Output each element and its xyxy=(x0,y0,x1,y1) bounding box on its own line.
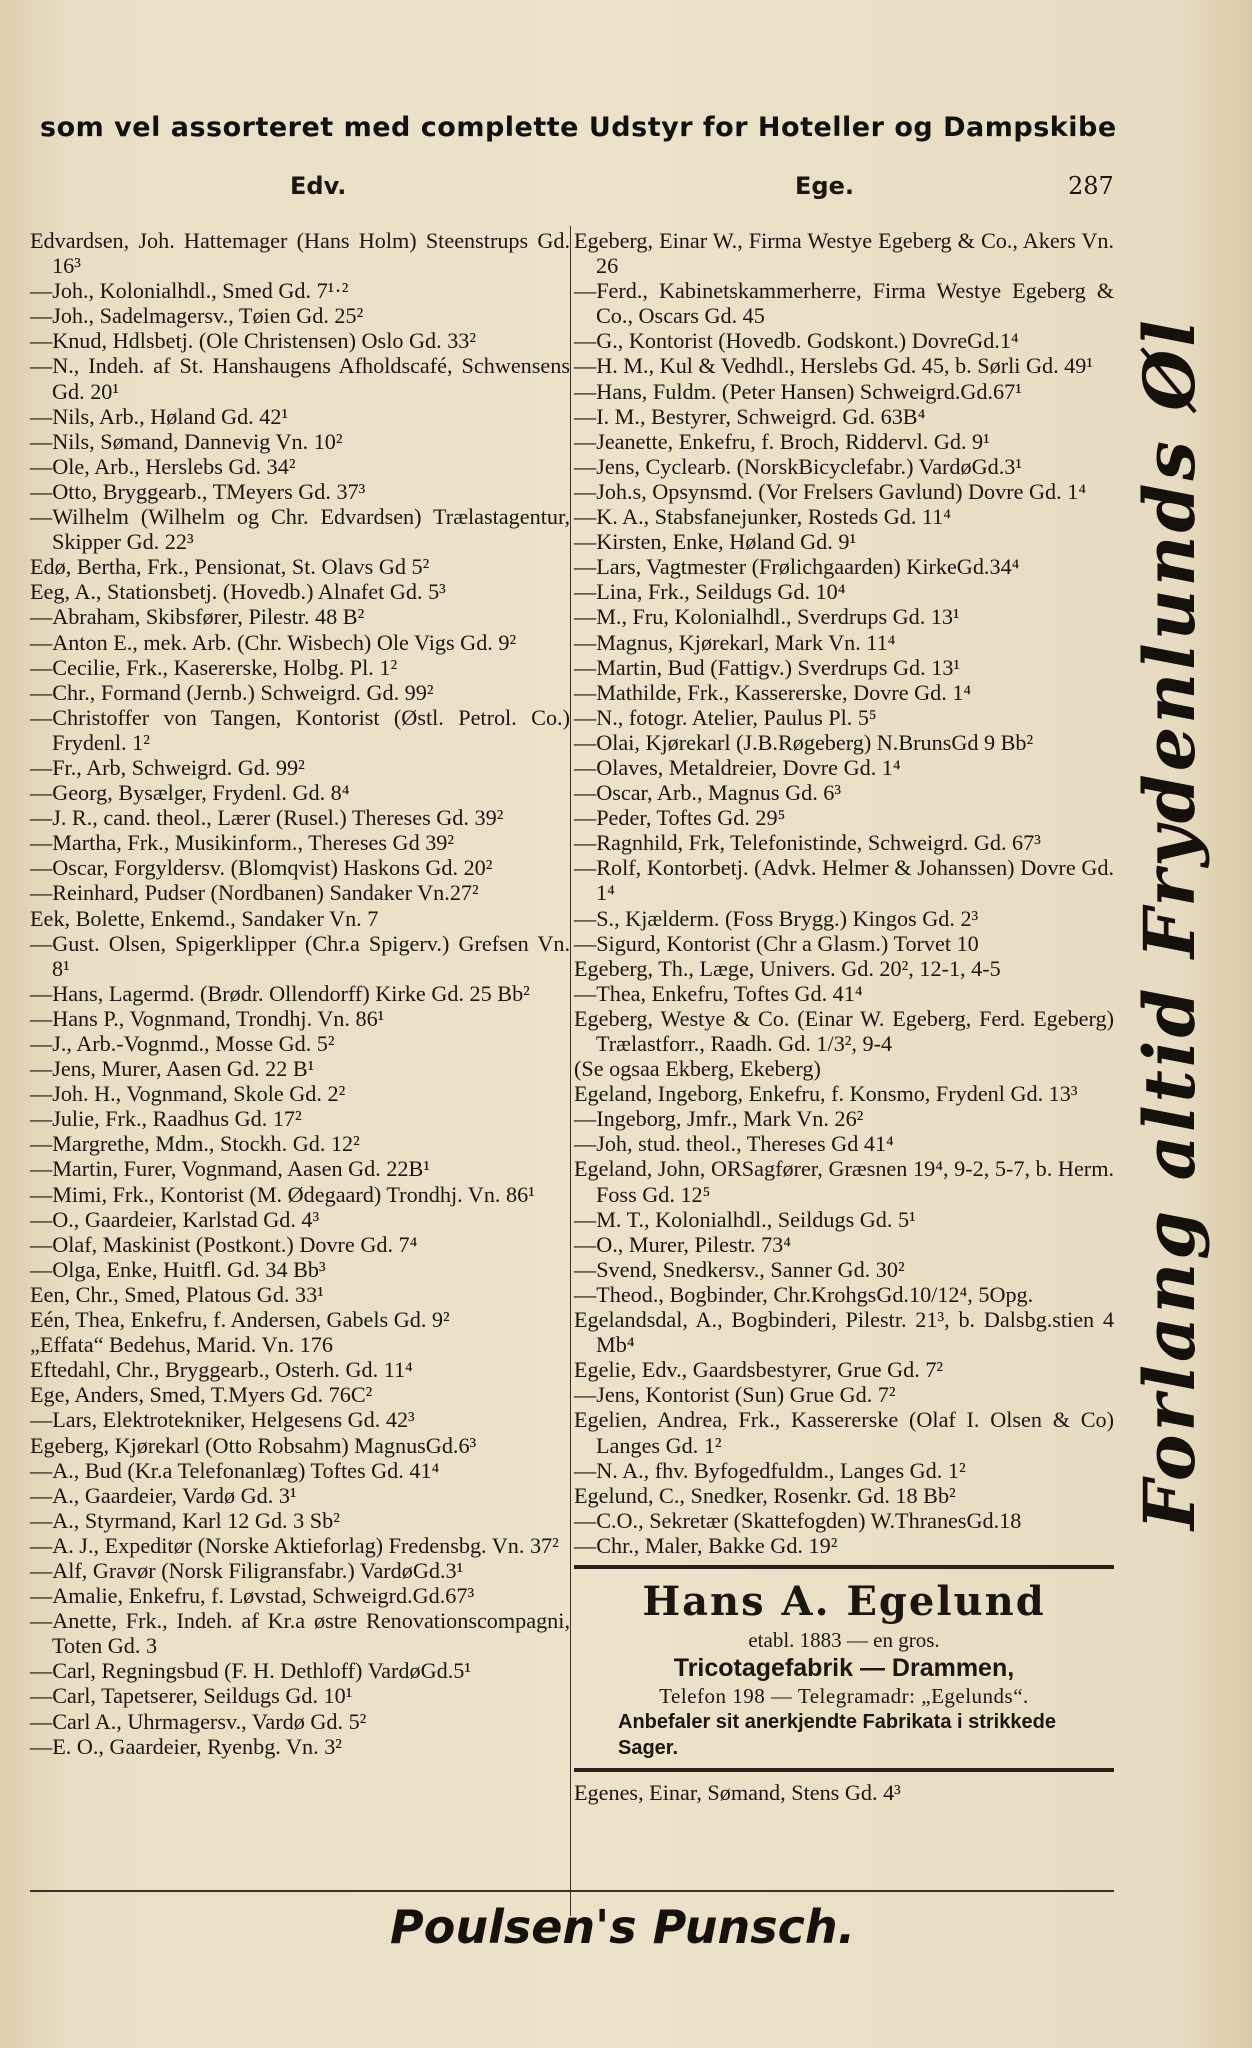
list-item: —Lars, Elektrotekniker, Helgesens Gd. 42³ xyxy=(30,1407,415,1433)
advert-factory: Tricotagefabrik — Drammen, xyxy=(673,1653,1015,1682)
list-item: —J., Arb.-Vognmd., Mosse Gd. 5² xyxy=(30,1031,335,1056)
list-item: „Effata“ Bedehus, Marid. Vn. 176 xyxy=(30,1332,333,1358)
list-item: —Sigurd, Kontorist (Chr a Glasm.) Torvet 10 xyxy=(574,930,979,956)
running-header-left: Edv. xyxy=(290,172,347,200)
list-item: —Svend, Snedkersv., Sanner Gd. 30² xyxy=(574,1256,905,1282)
list-item: —Jeanette, Enkefru, f. Broch, Riddervl. Gd. 9¹ xyxy=(574,428,990,454)
list-item: —J. R., cand. theol., Lærer (Rusel.) Thereses Gd. 39² xyxy=(30,805,504,831)
list-item: —Chr., Formand (Jernb.) Schweigrd. Gd. 99² xyxy=(30,679,434,705)
list-item: —E. O., Gaardeier, Ryenbg. Vn. 3² xyxy=(30,1733,342,1759)
list-item: —Joh.s, Opsynsmd. (Vor Frelsers Gavlund) Dovre Gd. 1⁴ xyxy=(574,478,1087,504)
advert-rule-bottom xyxy=(574,1768,1114,1772)
list-item: Egeland, John, ORSagfører, Græsnen 19⁴, 9-2, 5-7, b. Herm. Foss Gd. 12⁵ xyxy=(574,1156,1114,1207)
list-item: —Lars, Vagtmester (Frølichgaarden) KirkeGd.34⁴ xyxy=(574,554,1020,580)
right-column-entries xyxy=(574,228,1114,1558)
list-item: —Carl, Regningsbud (F. H. Dethloff) VardøGd.5¹ xyxy=(30,1658,471,1684)
list-item: Edvardsen, Joh. Hattemager (Hans Holm) Steenstrups Gd. 16³ xyxy=(30,228,570,279)
list-item: —Jens, Kontorist (Sun) Grue Gd. 7² xyxy=(574,1382,896,1408)
list-item: —Hans P., Vognmand, Trondhj. Vn. 86¹ xyxy=(30,1005,385,1031)
list-item: —M., Fru, Kolonialhdl., Sverdrups Gd. 13¹ xyxy=(574,604,960,630)
list-item: Egelund, C., Snedker, Rosenkr. Gd. 18 Bb² xyxy=(574,1482,956,1508)
list-item: Egeberg, Th., Læge, Univers. Gd. 20², 12-1, 4-5 xyxy=(574,955,1001,981)
left-column xyxy=(30,228,570,1759)
list-item: —Olai, Kjørekarl (J.B.Røgeberg) N.BrunsGd 9 Bb² xyxy=(574,729,1034,755)
advert-recommendation: Anbefaler sit anerkjendte Fabrikata i strikkede Sager. xyxy=(618,1710,1056,1759)
top-banner: som vel assorteret med complette Udstyr for Hoteller og Dampskibe xyxy=(40,112,1117,143)
advert-name: Hans A. Egelund xyxy=(642,1577,1046,1625)
list-item: —Joh. H., Vognmand, Skole Gd. 2² xyxy=(30,1081,346,1107)
list-item: —C.O., Sekretær (Skattefogden) W.ThranesGd.18 xyxy=(574,1507,1022,1533)
list-item: —Wilhelm (Wilhelm og Chr. Edvardsen) Trælastagentur, Skipper Gd. 22³ xyxy=(30,504,570,555)
list-item: —Chr., Maler, Bakke Gd. 19² xyxy=(574,1532,838,1558)
list-item: —Ragnhild, Frk, Telefonistinde, Schweigrd. Gd. 67³ xyxy=(574,830,1041,856)
list-item: Egenes, Einar, Sømand, Stens Gd. 4³ xyxy=(574,1779,901,1805)
list-item: —Joh, stud. theol., Thereses Gd 41⁴ xyxy=(574,1131,894,1157)
list-item: —Joh., Kolonialhdl., Smed Gd. 7¹·² xyxy=(30,278,349,304)
list-item: —Olaf, Maskinist (Postkont.) Dovre Gd. 7⁴ xyxy=(30,1231,418,1257)
list-item: —Hans, Lagermd. (Brødr. Ollendorff) Kirke Gd. 25 Bb² xyxy=(30,980,530,1006)
list-item: —K. A., Stabsfanejunker, Rosteds Gd. 11⁴ xyxy=(574,504,952,530)
list-item: —Anette, Frk., Indeh. af Kr.a østre Renovationscompagni, Toten Gd. 3 xyxy=(30,1608,570,1659)
egelund-advert xyxy=(574,1577,1114,1761)
list-item: —A., Styrmand, Karl 12 Gd. 3 Sb² xyxy=(30,1507,340,1533)
list-item: —Theod., Bogbinder, Chr.KrohgsGd.10/12⁴, 5Opg. xyxy=(574,1281,1034,1307)
list-item: —O., Gaardeier, Karlstad Gd. 4³ xyxy=(30,1206,320,1232)
list-item: —Margrethe, Mdm., Stockh. Gd. 12² xyxy=(30,1131,360,1157)
list-item: —Carl, Tapetserer, Seildugs Gd. 10¹ xyxy=(30,1683,353,1709)
list-item: Ege, Anders, Smed, T.Myers Gd. 76C² xyxy=(30,1382,373,1408)
list-item: —Martha, Frk., Musikinform., Thereses Gd 39² xyxy=(30,830,455,856)
advert-rule-top xyxy=(574,1565,1114,1569)
list-item: —Oscar, Arb., Magnus Gd. 6³ xyxy=(574,780,842,806)
list-item: —Fr., Arb, Schweigrd. Gd. 99² xyxy=(30,754,305,780)
list-item: —N., fotogr. Atelier, Paulus Pl. 5⁵ xyxy=(574,704,877,730)
list-item: —Mimi, Frk., Kontorist (M. Ødegaard) Trondhj. Vn. 86¹ xyxy=(30,1181,535,1207)
list-item: —Magnus, Kjørekarl, Mark Vn. 11⁴ xyxy=(574,629,896,655)
list-item: —Martin, Bud (Fattigv.) Sverdrups Gd. 13¹ xyxy=(574,654,961,680)
list-item: —Knud, Hdlsbetj. (Ole Christensen) Oslo Gd. 33² xyxy=(30,328,477,354)
list-item: —Christoffer von Tangen, Kontorist (Østl. Petrol. Co.) Frydenl. 1² xyxy=(30,704,570,755)
list-item: Eek, Bolette, Enkemd., Sandaker Vn. 7 xyxy=(30,905,379,931)
list-item: —M. T., Kolonialhdl., Seildugs Gd. 5¹ xyxy=(574,1206,916,1232)
list-item: —N., Indeh. af St. Hanshaugens Afholdscafé, Schwensens Gd. 20¹ xyxy=(30,353,570,404)
list-item: —Georg, Bysælger, Frydenl. Gd. 8⁴ xyxy=(30,780,350,806)
list-item: —Ferd., Kabinetskammerherre, Firma Westye Egeberg & Co., Oscars Gd. 45 xyxy=(574,278,1114,329)
list-item: —S., Kjælderm. (Foss Brygg.) Kingos Gd. 2³ xyxy=(574,905,979,931)
list-item: Egelie, Edv., Gaardsbestyrer, Grue Gd. 7² xyxy=(574,1357,944,1383)
list-item: —Oscar, Forgyldersv. (Blomqvist) Haskons Gd. 20² xyxy=(30,855,493,881)
advert-telephone: Telefon 198 — Telegramadr: „Egelunds“. xyxy=(659,1683,1029,1708)
list-item: —Nils, Arb., Høland Gd. 42¹ xyxy=(30,403,289,429)
list-item: —Alf, Gravør (Norsk Filigransfabr.) VardøGd.3¹ xyxy=(30,1557,464,1583)
column-divider xyxy=(570,226,571,1916)
list-item: —Mathilde, Frk., Kassererske, Dovre Gd. 1⁴ xyxy=(574,679,972,705)
right-column xyxy=(574,228,1114,1805)
list-item: Egeland, Ingeborg, Enkefru, f. Konsmo, Frydenl Gd. 13³ xyxy=(574,1081,1078,1107)
list-item: —A., Gaardeier, Vardø Gd. 3¹ xyxy=(30,1482,297,1508)
list-item: —Carl A., Uhrmagersv., Vardø Gd. 5² xyxy=(30,1708,367,1734)
list-item: —Anton E., mek. Arb. (Chr. Wisbech) Ole Vigs Gd. 9² xyxy=(30,629,517,655)
list-item: Egeberg, Kjørekarl (Otto Robsahm) MagnusGd.6³ xyxy=(30,1432,477,1458)
list-item: Een, Chr., Smed, Platous Gd. 33¹ xyxy=(30,1281,324,1307)
list-item: —N. A., fhv. Byfogedfuldm., Langes Gd. 1² xyxy=(574,1457,966,1483)
list-item: (Se ogsaa Ekberg, Ekeberg) xyxy=(574,1056,821,1082)
list-item: —Abraham, Skibsfører, Pilestr. 48 B² xyxy=(30,604,365,630)
list-item: —Ingeborg, Jmfr., Mark Vn. 26² xyxy=(574,1106,864,1132)
list-item: —Jens, Cyclearb. (NorskBicyclefabr.) VardøGd.3¹ xyxy=(574,453,1023,479)
list-item: —I. M., Bestyrer, Schweigrd. Gd. 63B⁴ xyxy=(574,403,926,429)
list-item: —Otto, Bryggearb., TMeyers Gd. 37³ xyxy=(30,478,366,504)
list-item: Eén, Thea, Enkefru, f. Andersen, Gabels Gd. 9² xyxy=(30,1307,450,1333)
list-item: —Martin, Furer, Vognmand, Aasen Gd. 22B¹ xyxy=(30,1156,430,1182)
list-item: Edø, Bertha, Frk., Pensionat, St. Olavs Gd 5² xyxy=(30,554,430,580)
list-item: Egelien, Andrea, Frk., Kassererske (Olaf I. Olsen & Co) Langes Gd. 1² xyxy=(574,1407,1114,1458)
side-advert: Forlang altid Frydenlunds Øl xyxy=(1128,317,1211,1530)
list-item: —Joh., Sadelmagersv., Tøien Gd. 25² xyxy=(30,303,364,329)
list-item: —Olga, Enke, Huitfl. Gd. 34 Bb³ xyxy=(30,1256,326,1282)
list-item: —O., Murer, Pilestr. 73⁴ xyxy=(574,1231,791,1257)
bottom-advert: Poulsen's Punsch. xyxy=(390,1900,856,1954)
running-header-middle: Ege. xyxy=(795,172,854,200)
list-item: —Ole, Arb., Herslebs Gd. 34² xyxy=(30,453,296,479)
list-item: —H. M., Kul & Vedhdl., Herslebs Gd. 45, b. Sørli Gd. 49¹ xyxy=(574,353,1094,379)
list-item: —G., Kontorist (Hovedb. Godskont.) DovreGd.1⁴ xyxy=(574,328,1019,354)
list-item: —Gust. Olsen, Spigerklipper (Chr.a Spigerv.) Grefsen Vn. 8¹ xyxy=(30,930,570,981)
list-item: —Amalie, Enkefru, f. Løvstad, Schweigrd.Gd.67³ xyxy=(30,1583,475,1609)
list-item: Egelandsdal, A., Bogbinderi, Pilestr. 21³, b. Dalsbg.stien 4 Mb⁴ xyxy=(574,1307,1114,1358)
list-item: —Thea, Enkefru, Toftes Gd. 41⁴ xyxy=(574,980,863,1006)
list-item: —Rolf, Kontorbetj. (Advk. Helmer & Johanssen) Dovre Gd. 1⁴ xyxy=(574,855,1114,906)
list-item: —Jens, Murer, Aasen Gd. 22 B¹ xyxy=(30,1056,315,1082)
list-item: —Lina, Frk., Seildugs Gd. 10⁴ xyxy=(574,579,846,605)
list-item: —A., Bud (Kr.a Telefonanlæg) Toftes Gd. 41⁴ xyxy=(30,1457,440,1483)
advert-established: etabl. 1883 — en gros. xyxy=(748,1627,940,1652)
list-item: —Hans, Fuldm. (Peter Hansen) Schweigrd.Gd.67¹ xyxy=(574,378,1022,404)
list-item: —A. J., Expeditør (Norske Aktieforlag) Fredensbg. Vn. 37² xyxy=(30,1532,559,1558)
list-item: —Kirsten, Enke, Høland Gd. 9¹ xyxy=(574,529,857,555)
bottom-rule xyxy=(30,1890,1114,1892)
list-item: —Julie, Frk., Raadhus Gd. 17² xyxy=(30,1106,302,1132)
list-item: —Nils, Sømand, Dannevig Vn. 10² xyxy=(30,428,343,454)
list-item: Eftedahl, Chr., Bryggearb., Osterh. Gd. 11⁴ xyxy=(30,1357,413,1383)
list-item: Eeg, A., Stationsbetj. (Hovedb.) Alnafet Gd. 5³ xyxy=(30,579,446,605)
list-item: —Cecilie, Frk., Kasererske, Holbg. Pl. 1² xyxy=(30,654,398,680)
list-item: Egeberg, Einar W., Firma Westye Egeberg & Co., Akers Vn. 26 xyxy=(574,228,1114,279)
list-item: —Reinhard, Pudser (Nordbanen) Sandaker Vn.27² xyxy=(30,880,479,906)
list-item: —Olaves, Metaldreier, Dovre Gd. 1⁴ xyxy=(574,754,901,780)
page-number: 287 xyxy=(1068,172,1114,200)
list-item: Egeberg, Westye & Co. (Einar W. Egeberg, Ferd. Egeberg) Trælastforr., Raadh. Gd. 1/3², 9-4 xyxy=(574,1005,1114,1056)
list-item: —Peder, Toftes Gd. 29⁵ xyxy=(574,805,786,831)
